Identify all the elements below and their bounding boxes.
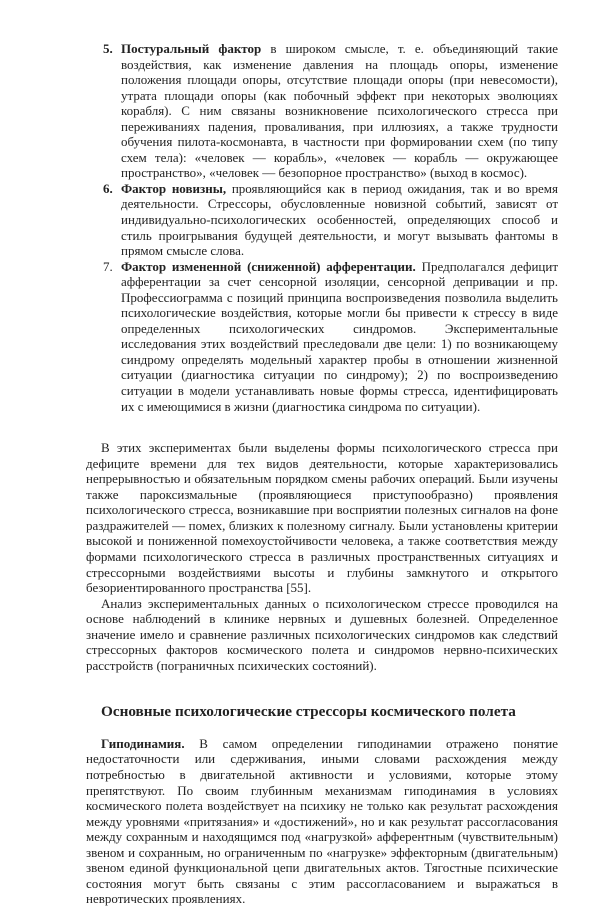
document-page <box>86 41 558 907</box>
list-item <box>86 259 558 414</box>
list-item-title: Постуральный фактор <box>121 41 262 56</box>
section-paragraph <box>86 736 558 907</box>
section-text: В самом определении гиподинамии отражено понятие недостаточности или сдерживания, иными словами расхождения между потребностью в двигательной активности и условиями, которые этому препятствуют. По своим глубинным механизмам гиподинамия в условиях космического полета воздействует на психику не только как результат расхождения между уровнями «притязания» и «достижений», но и как результат рассогласования между сохранным и находящимся под «нагрузкой» афферентным (чувствительным) звеном и сохранным, но ограниченным по «нагрузке» эффекторным (двигательным) звеном единой функциональной цепи двигательных актов. Тягостные психические состояния могут быть связаны с этим рассогласованием и выражаться в невротических проявлениях. <box>86 735 558 907</box>
section-heading: Основные психологические стрессоры космического полета <box>101 703 516 721</box>
list-number: 7. <box>103 258 113 274</box>
list-item-text: Предполагался дефицит афферентации за счет сенсорной изоляции, сенсорной депривации и пр. Профессиограмма с позиций принципа воспроизведения позволила выделить психологические воздействия, которые могли бы привести к стрессу в виде определенных психологических синдромов. Экспериментальные исследования этих воздействий преследовали две цели: 1) по возникающему синдрому определять модельный характер пробы в отношении жизненной ситуации (диагностика ситуации по синдрому); 2) по воспроизведению ситуации в модели устанавливать новые формы стресса, идентифицировать их с имеющимися в жизни (диагностика синдрома по ситуации). <box>121 258 559 414</box>
list-item-title: Фактор измененной (сниженной) афферентации. <box>121 258 416 274</box>
section-lead: Гиподинамия. <box>101 735 185 751</box>
list-item-text: проявляющийся как в период ожидания, так и во время деятельности. Стрессоры, обусловленные новизной событий, зависят от индивидуально-психологических особенностей, определяющих способ и стиль проигрывания будущей деятельности, и могут вызывать фантомы в прямом смысле слова. <box>121 180 558 259</box>
list-item <box>86 41 558 181</box>
body-paragraph: Анализ экспериментальных данных о психологическом стрессе проводился на основе наблюдений в клинике нервных и душевных болезней. Определенное значение имело и сравнение различных психологических синдромов как следствий стрессорных факторов космического полета и синдромов нервно-психических расстройств (пограничных психических состояний). <box>86 595 558 673</box>
body-paragraph: В этих экспериментах были выделены формы психологического стресса при дефиците времени для тех видов деятельности, которые характеризовались непрерывностью и обязательным порядком смены рабочих операций. Были изучены также пароксизмальные (проявляющиеся приступообразно) проявления психологического стресса, возникавшие при восприятии полезных сигналов на фоне раздражителей — помех, близких к полезному сигналу. Были установлены критерии высокой и пониженной помехоустойчивости человека, а также соответствия между формами психологического стресса в различных пространственных ситуациях и стрессорными воздействиями высоты и глубины замкнутого и открытого безориентированного пространства [55]. <box>86 440 558 596</box>
factor-list <box>86 41 558 414</box>
list-number: 6. <box>103 180 113 196</box>
list-item <box>86 181 558 259</box>
list-item-title: Фактор новизны, <box>121 180 227 196</box>
list-item-text: в широком смысле, т. е. объединяющий такие воздействия, как изменение давления на площадь опоры, изменение положения площади опоры, отсутствие площади опоры (при невесомости), утрата площади опоры (как побочный эффект при некоторых эволюциях корабля). С ним связаны возникновение психологического стресса при переживаниях падения, проваливания, при иллюзиях, а также трудности обучения пилота-космонавта, в частности при формировании схем (по типу схем тела): «человек — корабль», «человек — корабль — окружающее пространство», «человек — безопорное пространство» (выход в космос). <box>121 41 558 181</box>
list-number: 5. <box>103 41 113 56</box>
